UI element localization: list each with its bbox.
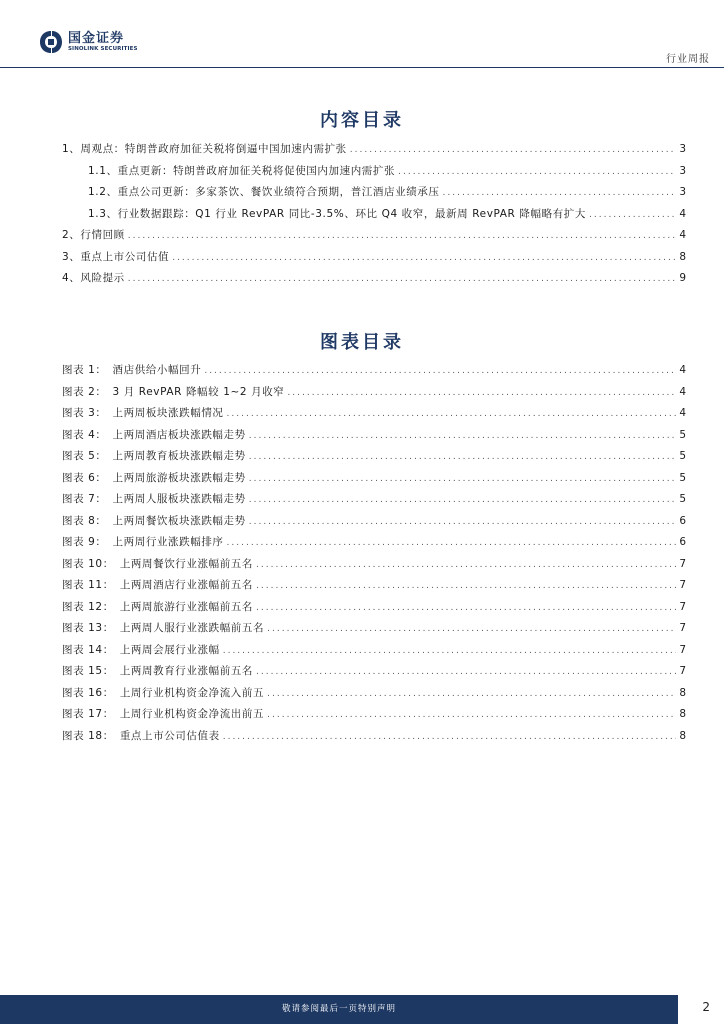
figure-leader-dots	[256, 598, 676, 620]
toc-item[interactable]	[0, 161, 724, 183]
figure-item[interactable]	[0, 382, 724, 404]
figure-item[interactable]	[0, 489, 724, 511]
figure-item[interactable]	[0, 618, 724, 640]
figure-item-page: 6	[679, 536, 686, 548]
figure-item-page: 7	[679, 665, 686, 677]
figure-item-page: 5	[679, 493, 686, 505]
figure-item-page: 4	[679, 364, 686, 376]
figure-item-number: 图表 14：	[62, 643, 114, 656]
figure-item-title: 上两周酒店行业涨幅前五名	[119, 579, 254, 591]
toc-item-page: 8	[679, 250, 686, 263]
figure-item-number: 图表 7：	[62, 493, 107, 505]
figure-item-page: 7	[679, 622, 686, 634]
figure-item-number: 图表 16：	[62, 686, 114, 699]
contents-list	[0, 139, 724, 290]
toc-item-label: 2、行情回顾	[62, 229, 125, 241]
toc-item-label: 3、重点上市公司估值	[62, 250, 170, 263]
figure-item-title: 上两周人服行业涨跌幅前五名	[119, 622, 265, 634]
figure-leader-dots	[249, 469, 677, 491]
figure-item-number: 图表 17：	[62, 708, 114, 720]
page-number: 2	[702, 1000, 710, 1014]
figure-item-title: 上两周酒店板块涨跌幅走势	[112, 428, 246, 441]
figure-leader-dots	[249, 490, 677, 512]
figure-leader-dots	[267, 705, 676, 727]
figure-item-page: 8	[679, 708, 686, 720]
figure-item-page: 4	[679, 407, 686, 419]
figure-item-title: 上周行业机构资金净流入前五	[119, 686, 265, 699]
toc-leader-dots	[443, 183, 677, 205]
toc-item-label: 1.1、重点更新：特朗普政府加征关税将促使国内加速内需扩张	[88, 164, 396, 177]
figure-item-page: 5	[679, 450, 686, 462]
figure-item-title: 上两周人服板块涨跌幅走势	[112, 493, 246, 505]
figure-item[interactable]	[0, 597, 724, 619]
figure-item[interactable]	[0, 468, 724, 490]
figure-leader-dots	[227, 533, 677, 555]
figures-list	[0, 360, 724, 747]
figure-leader-dots	[223, 641, 677, 663]
logo-english-name: SINOLINK SECURITIES	[68, 45, 138, 52]
figure-item-title: 上两周会展行业涨幅	[119, 643, 220, 656]
figure-item-number: 图表 9：	[62, 536, 107, 548]
figure-leader-dots	[249, 447, 677, 469]
report-type-label: 行业周报	[666, 54, 710, 65]
figure-item-page: 7	[679, 600, 686, 613]
figure-item[interactable]	[0, 640, 724, 662]
toc-leader-dots	[398, 162, 676, 184]
figure-item[interactable]	[0, 661, 724, 683]
figure-item-page: 7	[679, 557, 686, 570]
figure-item-title: 上两周行业涨跌幅排序	[112, 536, 224, 548]
toc-leader-dots	[128, 269, 677, 291]
figure-item-page: 7	[679, 579, 686, 591]
toc-item-page: 3	[679, 186, 686, 198]
figures-title: 图表目录	[320, 332, 404, 353]
figure-leader-dots	[223, 727, 677, 749]
figure-item-title: 上两周旅游板块涨跌幅走势	[112, 471, 246, 484]
figure-item-title: 重点上市公司估值表	[119, 729, 220, 742]
sinolink-logo	[38, 30, 138, 54]
figure-item-title: 上两周教育板块涨跌幅走势	[112, 450, 246, 462]
toc-item-label: 1.2、重点公司更新：多家茶饮、餐饮业绩符合预期，普江酒店业绩承压	[88, 186, 440, 198]
figure-item-number: 图表 13：	[62, 622, 114, 634]
figure-leader-dots	[204, 361, 676, 383]
figure-item-number: 图表 11：	[62, 579, 114, 591]
figure-item[interactable]	[0, 704, 724, 726]
toc-item[interactable]	[0, 204, 724, 226]
figure-item-title: 上两周餐饮行业涨幅前五名	[119, 557, 254, 570]
figure-item-title: 3 月 RevPAR 降幅较 1~2 月收窄	[112, 385, 285, 398]
figure-item[interactable]	[0, 683, 724, 705]
figure-item-number: 图表 18：	[62, 729, 114, 742]
figure-item[interactable]	[0, 360, 724, 382]
figure-item-number: 图表 2：	[62, 385, 107, 398]
toc-item[interactable]	[0, 139, 724, 161]
figure-item-page: 6	[679, 514, 686, 527]
toc-item-label: 1、周观点：特朗普政府加征关税将倒逼中国加速内需扩张	[62, 143, 347, 155]
toc-leader-dots	[350, 140, 677, 162]
logo-chinese-name: 国金证券	[68, 30, 125, 46]
figure-item[interactable]	[0, 425, 724, 447]
toc-item-page: 3	[679, 164, 686, 177]
figure-leader-dots	[256, 576, 676, 598]
toc-item[interactable]	[0, 182, 724, 204]
figure-item[interactable]	[0, 403, 724, 425]
figure-item[interactable]	[0, 511, 724, 533]
toc-leader-dots	[589, 205, 676, 227]
figure-item-title: 酒店供给小幅回升	[112, 364, 202, 376]
figure-item-page: 7	[679, 643, 686, 656]
toc-item-page: 4	[679, 207, 686, 220]
toc-item-label: 1.3、行业数据跟踪：Q1 行业 RevPAR 同比-3.5%、环比 Q4 收窄，最新周 RevPAR 降幅略有扩大	[88, 207, 586, 220]
figure-item-number: 图表 12：	[62, 600, 114, 613]
figure-item-page: 4	[679, 385, 686, 398]
sinolink-logo-icon	[38, 30, 64, 54]
figure-leader-dots	[249, 512, 677, 534]
toc-item[interactable]	[0, 268, 724, 290]
figure-leader-dots	[249, 426, 677, 448]
figure-item-page: 8	[679, 686, 686, 699]
figure-item[interactable]	[0, 532, 724, 554]
figure-item-number: 图表 1：	[62, 364, 107, 376]
toc-item-page: 3	[679, 143, 686, 155]
figure-item[interactable]	[0, 554, 724, 576]
figure-item-title: 上两周餐饮板块涨跌幅走势	[112, 514, 246, 527]
figure-item-page: 5	[679, 428, 686, 441]
page-header	[0, 0, 724, 68]
toc-item-page: 4	[679, 229, 686, 241]
header-divider	[0, 67, 724, 68]
toc-leader-dots	[172, 248, 676, 270]
figure-leader-dots	[256, 555, 676, 577]
figure-item-title: 上两周板块涨跌幅情况	[112, 407, 224, 419]
figure-leader-dots	[267, 684, 676, 706]
figure-leader-dots	[227, 404, 677, 426]
toc-item[interactable]	[0, 225, 724, 247]
toc-item[interactable]	[0, 247, 724, 269]
figure-item-number: 图表 4：	[62, 428, 107, 441]
figure-item[interactable]	[0, 446, 724, 468]
figure-item-number: 图表 6：	[62, 471, 107, 484]
toc-leader-dots	[128, 226, 677, 248]
figure-leader-dots	[267, 619, 676, 641]
figure-leader-dots	[287, 383, 676, 405]
figure-item-number: 图表 8：	[62, 514, 107, 527]
figure-item-title: 上两周旅游行业涨幅前五名	[119, 600, 254, 613]
toc-item-page: 9	[679, 272, 686, 284]
figure-item-page: 5	[679, 471, 686, 484]
figure-item-title: 上两周教育行业涨幅前五名	[119, 665, 254, 677]
figure-item-number: 图表 3：	[62, 407, 107, 419]
figure-leader-dots	[256, 662, 676, 684]
figure-item[interactable]	[0, 726, 724, 748]
footer-disclaimer: 敬请参阅最后一页特别声明	[281, 1004, 396, 1014]
figure-item-title: 上周行业机构资金净流出前五	[119, 708, 265, 720]
figure-item-number: 图表 15：	[62, 665, 114, 677]
figure-item[interactable]	[0, 575, 724, 597]
contents-title: 内容目录	[320, 110, 404, 131]
figure-item-number: 图表 10：	[62, 557, 114, 570]
toc-item-label: 4、风险提示	[62, 272, 125, 284]
figure-item-number: 图表 5：	[62, 450, 107, 462]
figure-item-page: 8	[679, 729, 686, 742]
